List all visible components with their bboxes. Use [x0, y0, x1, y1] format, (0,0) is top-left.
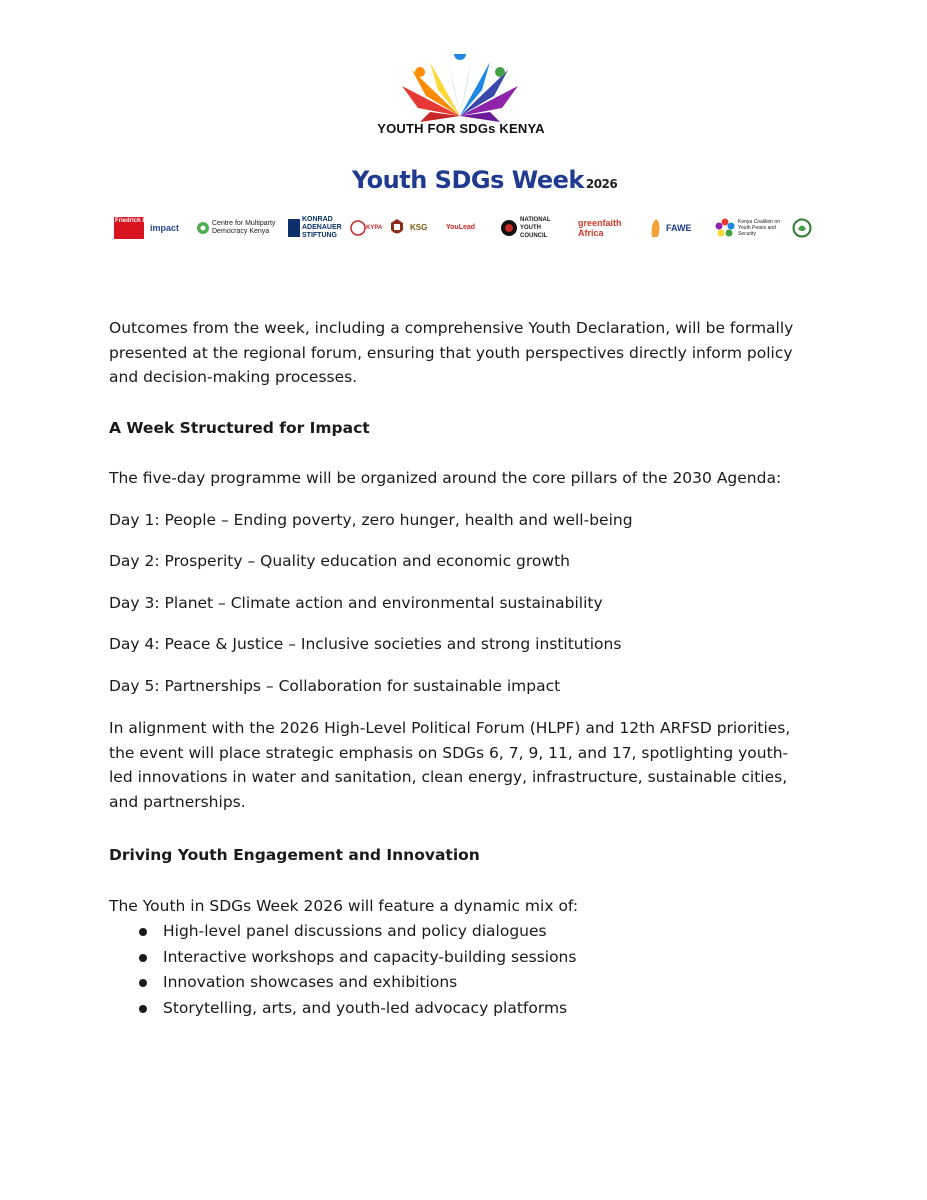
intro-paragraph: Outcomes from the week, including a comprehensive Youth Declaration, will be formally presented at the regional forum, ensuring that youth perspectives directly inform policy and decision-making processes. [109, 319, 794, 386]
partner-logo-impact [150, 213, 179, 243]
feature-intro: The Youth in SDGs Week 2026 will feature a dynamic mix of: [109, 897, 579, 915]
partner-logo-youlead [446, 213, 475, 243]
org-logo-text: YOUTH FOR SDGs KENYA [377, 121, 545, 136]
list-item-text: Interactive workshops and capacity-building sessions [163, 947, 577, 966]
partner-logo-cmd-kenya [196, 213, 290, 243]
partner-logo-ksg [410, 213, 427, 243]
bullet-icon [139, 928, 147, 936]
document-header [0, 0, 927, 260]
partner-logos-strip [112, 213, 812, 247]
partner-logo-text: Centre for Multiparty Democracy Kenya [212, 220, 276, 235]
partner-logo-text: Kenya Coalition on Youth Peace and Security [738, 219, 780, 237]
partner-logo-greenfaith [578, 213, 638, 243]
day-item: Day 3: Planet – Climate action and environmental sustainability [109, 594, 603, 612]
programme-intro: The five-day programme will be organized around the core pillars of the 2030 Agenda: [109, 469, 782, 487]
list-item [109, 919, 809, 945]
partner-logo-text: greenfaith Africa [578, 218, 622, 238]
partner-logo-text: KYPA [366, 225, 383, 231]
nyc-seal-icon [500, 219, 518, 237]
bullet-icon [139, 1005, 147, 1013]
event-title [352, 166, 617, 202]
partner-logo-text: FAWE [666, 223, 692, 233]
partner-logo-text: impact [150, 223, 180, 233]
kypa-seal-icon [350, 220, 366, 236]
list-item [109, 970, 809, 996]
day-item: Day 5: Partnerships – Collaboration for sustainable impact [109, 677, 561, 695]
event-year: 2026 [585, 177, 618, 191]
partner-logo-kas [288, 213, 348, 243]
green-circle-icon [792, 218, 812, 238]
partner-logo-text: KONRAD ADENAUER STIFTUNG [302, 216, 342, 239]
alignment-paragraph: In alignment with the 2026 High-Level Political Forum (HLPF) and 12th ARFSD priorities, the event will place strategic emphasis on SDGs 6, 7, 9, 11, and 17, spotlighting youth-led innovations in water and sanitation, clean energy, infrastructure, sustainable cities, and partnerships. [109, 719, 791, 811]
partner-logo-text: KSG [410, 223, 428, 232]
kas-mark-icon [288, 219, 300, 237]
list-item [109, 945, 809, 971]
coat-of-arms-icon [386, 217, 408, 239]
partner-logo-nyc [500, 213, 562, 243]
kcyps-flower-icon [714, 217, 736, 239]
partner-logo-fawe [648, 213, 692, 243]
fawe-figure-icon [648, 217, 664, 239]
partner-logo-kcyps [714, 213, 788, 243]
day-item: Day 2: Prosperity – Quality education and economic growth [109, 552, 570, 570]
list-item-text: Storytelling, arts, and youth-led advocacy platforms [163, 998, 568, 1017]
section-heading-engagement: Driving Youth Engagement and Innovation [109, 846, 480, 864]
list-item [109, 996, 809, 1022]
feature-list [109, 919, 809, 1021]
partner-logo-text: YouLead [446, 224, 476, 231]
section-heading-week-structure: A Week Structured for Impact [109, 419, 370, 437]
cmd-icon [196, 221, 210, 235]
list-item-text: High-level panel discussions and policy dialogues [163, 922, 547, 940]
partner-logo-kenya-coat-of-arms [386, 213, 408, 243]
bullet-icon [139, 979, 147, 987]
partner-logo-kypa [350, 213, 382, 243]
bullet-icon [139, 954, 147, 962]
partner-logo-text: Friedrich Ebert Stiftung [114, 217, 144, 239]
day-item: Day 4: Peace & Justice – Inclusive societies and strong institutions [109, 635, 622, 653]
partner-logo-text: NATIONAL YOUTH COUNCIL [520, 217, 551, 239]
list-item-text: Innovation showcases and exhibitions [163, 973, 458, 991]
partner-logo-green-circle [792, 213, 812, 243]
event-title-text: Youth SDGs Week [352, 166, 584, 194]
day-item: Day 1: People – Ending poverty, zero hunger, health and well-being [109, 511, 633, 529]
